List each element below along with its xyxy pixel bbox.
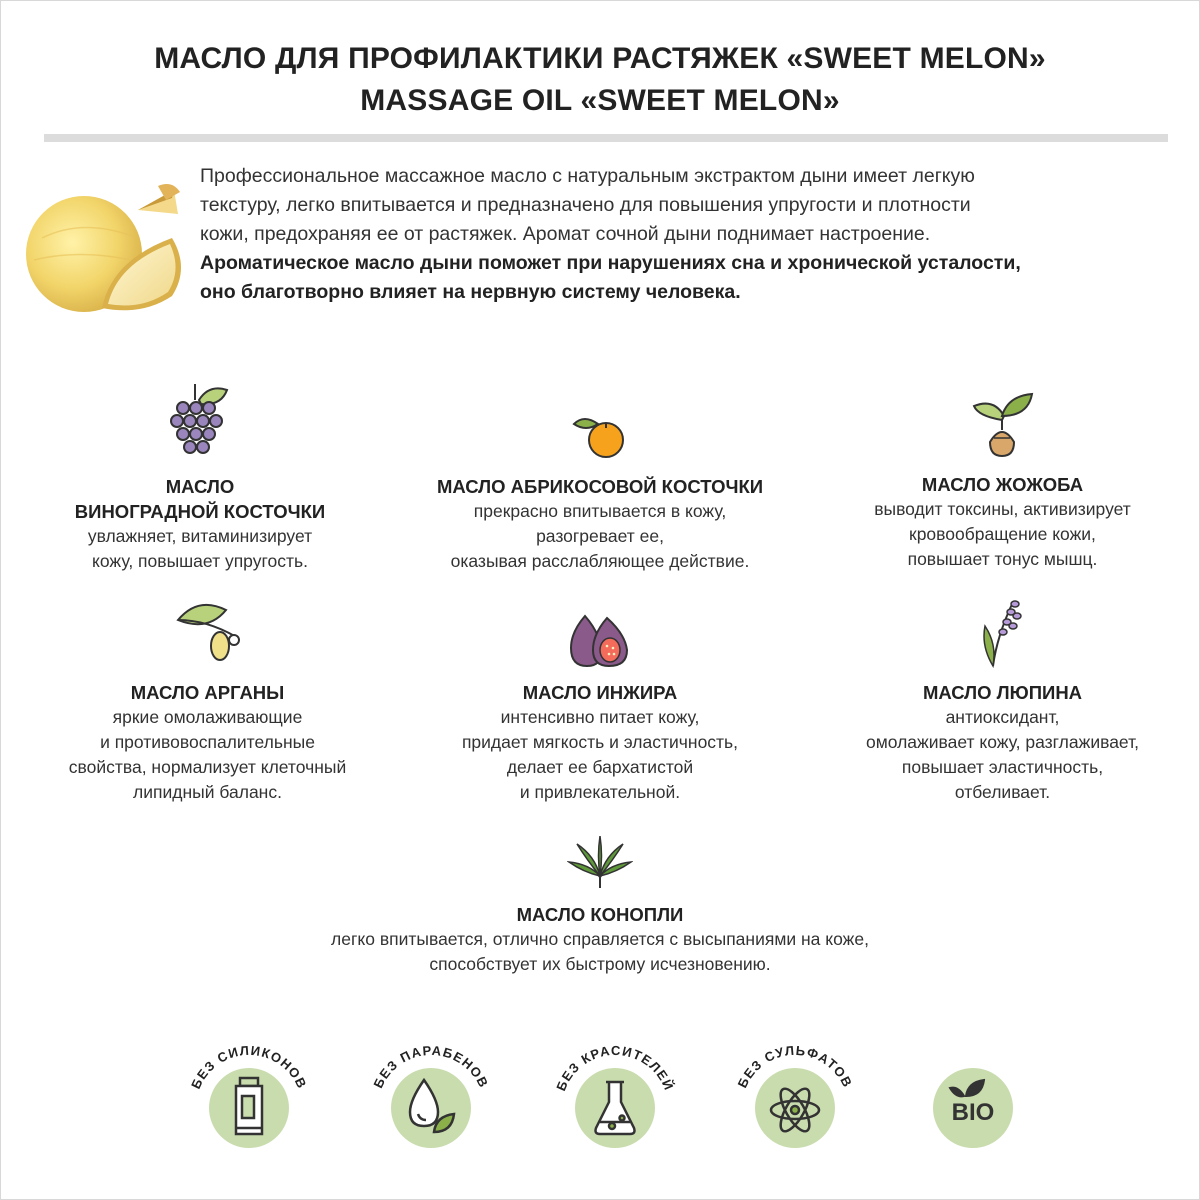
oil-fig-desc-4: и привлекательной. bbox=[519, 782, 681, 802]
oil-fig-desc-3: делает ее бархатистой bbox=[506, 757, 694, 777]
apricot-icon bbox=[570, 412, 630, 460]
grape-icon bbox=[165, 380, 235, 460]
oil-hemp bbox=[200, 836, 1000, 977]
oil-fig-desc-2: придает мягкость и эластичность, bbox=[461, 732, 739, 752]
page-title bbox=[0, 38, 1200, 122]
oil-grape-desc-1: увлажняет, витаминизирует bbox=[87, 526, 313, 546]
oil-lupin-name: МАСЛО ЛЮПИНА bbox=[922, 682, 1083, 703]
oil-lupin-desc-1: антиоксидант, bbox=[945, 707, 1060, 727]
lupin-icon bbox=[973, 596, 1033, 668]
oil-jojoba-name: МАСЛО ЖОЖОБА bbox=[921, 474, 1084, 495]
badge-bio bbox=[898, 1030, 1048, 1180]
intro-text bbox=[200, 162, 1170, 307]
oil-jojoba-desc-2: кровообращение кожи, bbox=[909, 524, 1096, 544]
badge-no-parabens bbox=[356, 1030, 506, 1180]
tube-icon bbox=[236, 1078, 262, 1134]
intro-bold-line-2: оно благотворно влияет на нервную систему человека. bbox=[200, 281, 741, 303]
intro-line-1: Профессиональное массажное масло с натуральным экстрактом дыни имеет легкую bbox=[200, 165, 975, 187]
badge-no-sulfates bbox=[720, 1030, 870, 1180]
oil-apricot-desc-2: разогревает ее, bbox=[536, 526, 664, 546]
oil-jojoba bbox=[830, 386, 1175, 572]
oil-argan-desc-1: яркие омолаживающие bbox=[112, 707, 303, 727]
argan-icon bbox=[168, 596, 248, 666]
oil-grape-name-2: ВИНОГРАДНОЙ КОСТОЧКИ bbox=[74, 501, 326, 522]
badge-no-sulfates-label: БЕЗ СУЛЬФАТОВ bbox=[734, 1042, 856, 1091]
oil-argan bbox=[30, 596, 385, 805]
oil-hemp-name: МАСЛО КОНОПЛИ bbox=[516, 904, 684, 925]
badge-bio-label: BIO bbox=[951, 1099, 995, 1126]
oil-fig bbox=[400, 612, 800, 805]
oil-lupin-desc-2: омолаживает кожу, разглаживает, bbox=[865, 732, 1140, 752]
oil-argan-desc-2: и противовоспалительные bbox=[100, 732, 315, 752]
title-line-2: MASSAGE OIL «SWEET MELON» bbox=[360, 84, 840, 117]
badge-no-silicone bbox=[174, 1030, 324, 1180]
intro-line-2: текстуру, легко впитывается и предназначено для повышения упругости и плотности bbox=[200, 194, 971, 216]
badge-no-silicone-label: БЕЗ СИЛИКОНОВ bbox=[188, 1042, 310, 1092]
oil-jojoba-desc-3: повышает тонус мышц. bbox=[907, 549, 1098, 569]
jojoba-icon bbox=[968, 386, 1038, 460]
oil-argan-name: МАСЛО АРГАНЫ bbox=[130, 682, 285, 703]
oil-apricot-kernel bbox=[380, 412, 820, 574]
oil-fig-desc-1: интенсивно питает кожу, bbox=[500, 707, 700, 727]
header-divider bbox=[44, 134, 1168, 142]
oil-lupin-desc-4: отбеливает. bbox=[954, 782, 1051, 802]
title-line-1: МАСЛО ДЛЯ ПРОФИЛАКТИКИ РАСТЯЖЕК «SWEET MELON» bbox=[154, 42, 1046, 75]
oil-argan-desc-4: липидный баланс. bbox=[133, 782, 282, 802]
oil-argan-desc-3: свойства, нормализует клеточный bbox=[68, 757, 347, 777]
oil-fig-name: МАСЛО ИНЖИРА bbox=[522, 682, 678, 703]
oil-grape-desc-2: кожу, повышает упругость. bbox=[92, 551, 308, 571]
badge-no-dyes-label: БЕЗ КРАСИТЕЛЕЙ bbox=[553, 1042, 677, 1094]
oil-apricot-desc-1: прекрасно впитывается в кожу, bbox=[473, 501, 727, 521]
fig-icon bbox=[565, 612, 635, 670]
intro-bold-line-1: Ароматическое масло дыни поможет при нарушениях сна и хронической усталости, bbox=[200, 252, 1021, 274]
badge-no-dyes bbox=[540, 1030, 690, 1180]
oil-hemp-desc-2: способствует их быстрому исчезновению. bbox=[429, 954, 771, 974]
intro-line-3: кожи, предохраняя ее от растяжек. Аромат сочной дыни поднимает настроение. bbox=[200, 223, 931, 245]
oil-lupin bbox=[830, 596, 1175, 805]
oil-jojoba-desc-1: выводит токсины, активизирует bbox=[874, 499, 1131, 519]
badge-no-parabens-label: БЕЗ ПАРАБЕНОВ bbox=[370, 1042, 492, 1091]
oil-grape-name-1: МАСЛО bbox=[165, 476, 235, 497]
oil-hemp-desc-1: легко впитывается, отлично справляется с высыпаниями на коже, bbox=[331, 929, 869, 949]
oil-grape-seed bbox=[30, 380, 370, 574]
oil-apricot-name: МАСЛО АБРИКОСОВОЙ КОСТОЧКИ bbox=[436, 476, 764, 497]
oil-apricot-desc-3: оказывая расслабляющее действие. bbox=[450, 551, 750, 571]
hemp-leaf-icon bbox=[567, 836, 633, 888]
oil-lupin-desc-3: повышает эластичность, bbox=[901, 757, 1104, 777]
melon-image bbox=[22, 178, 192, 318]
